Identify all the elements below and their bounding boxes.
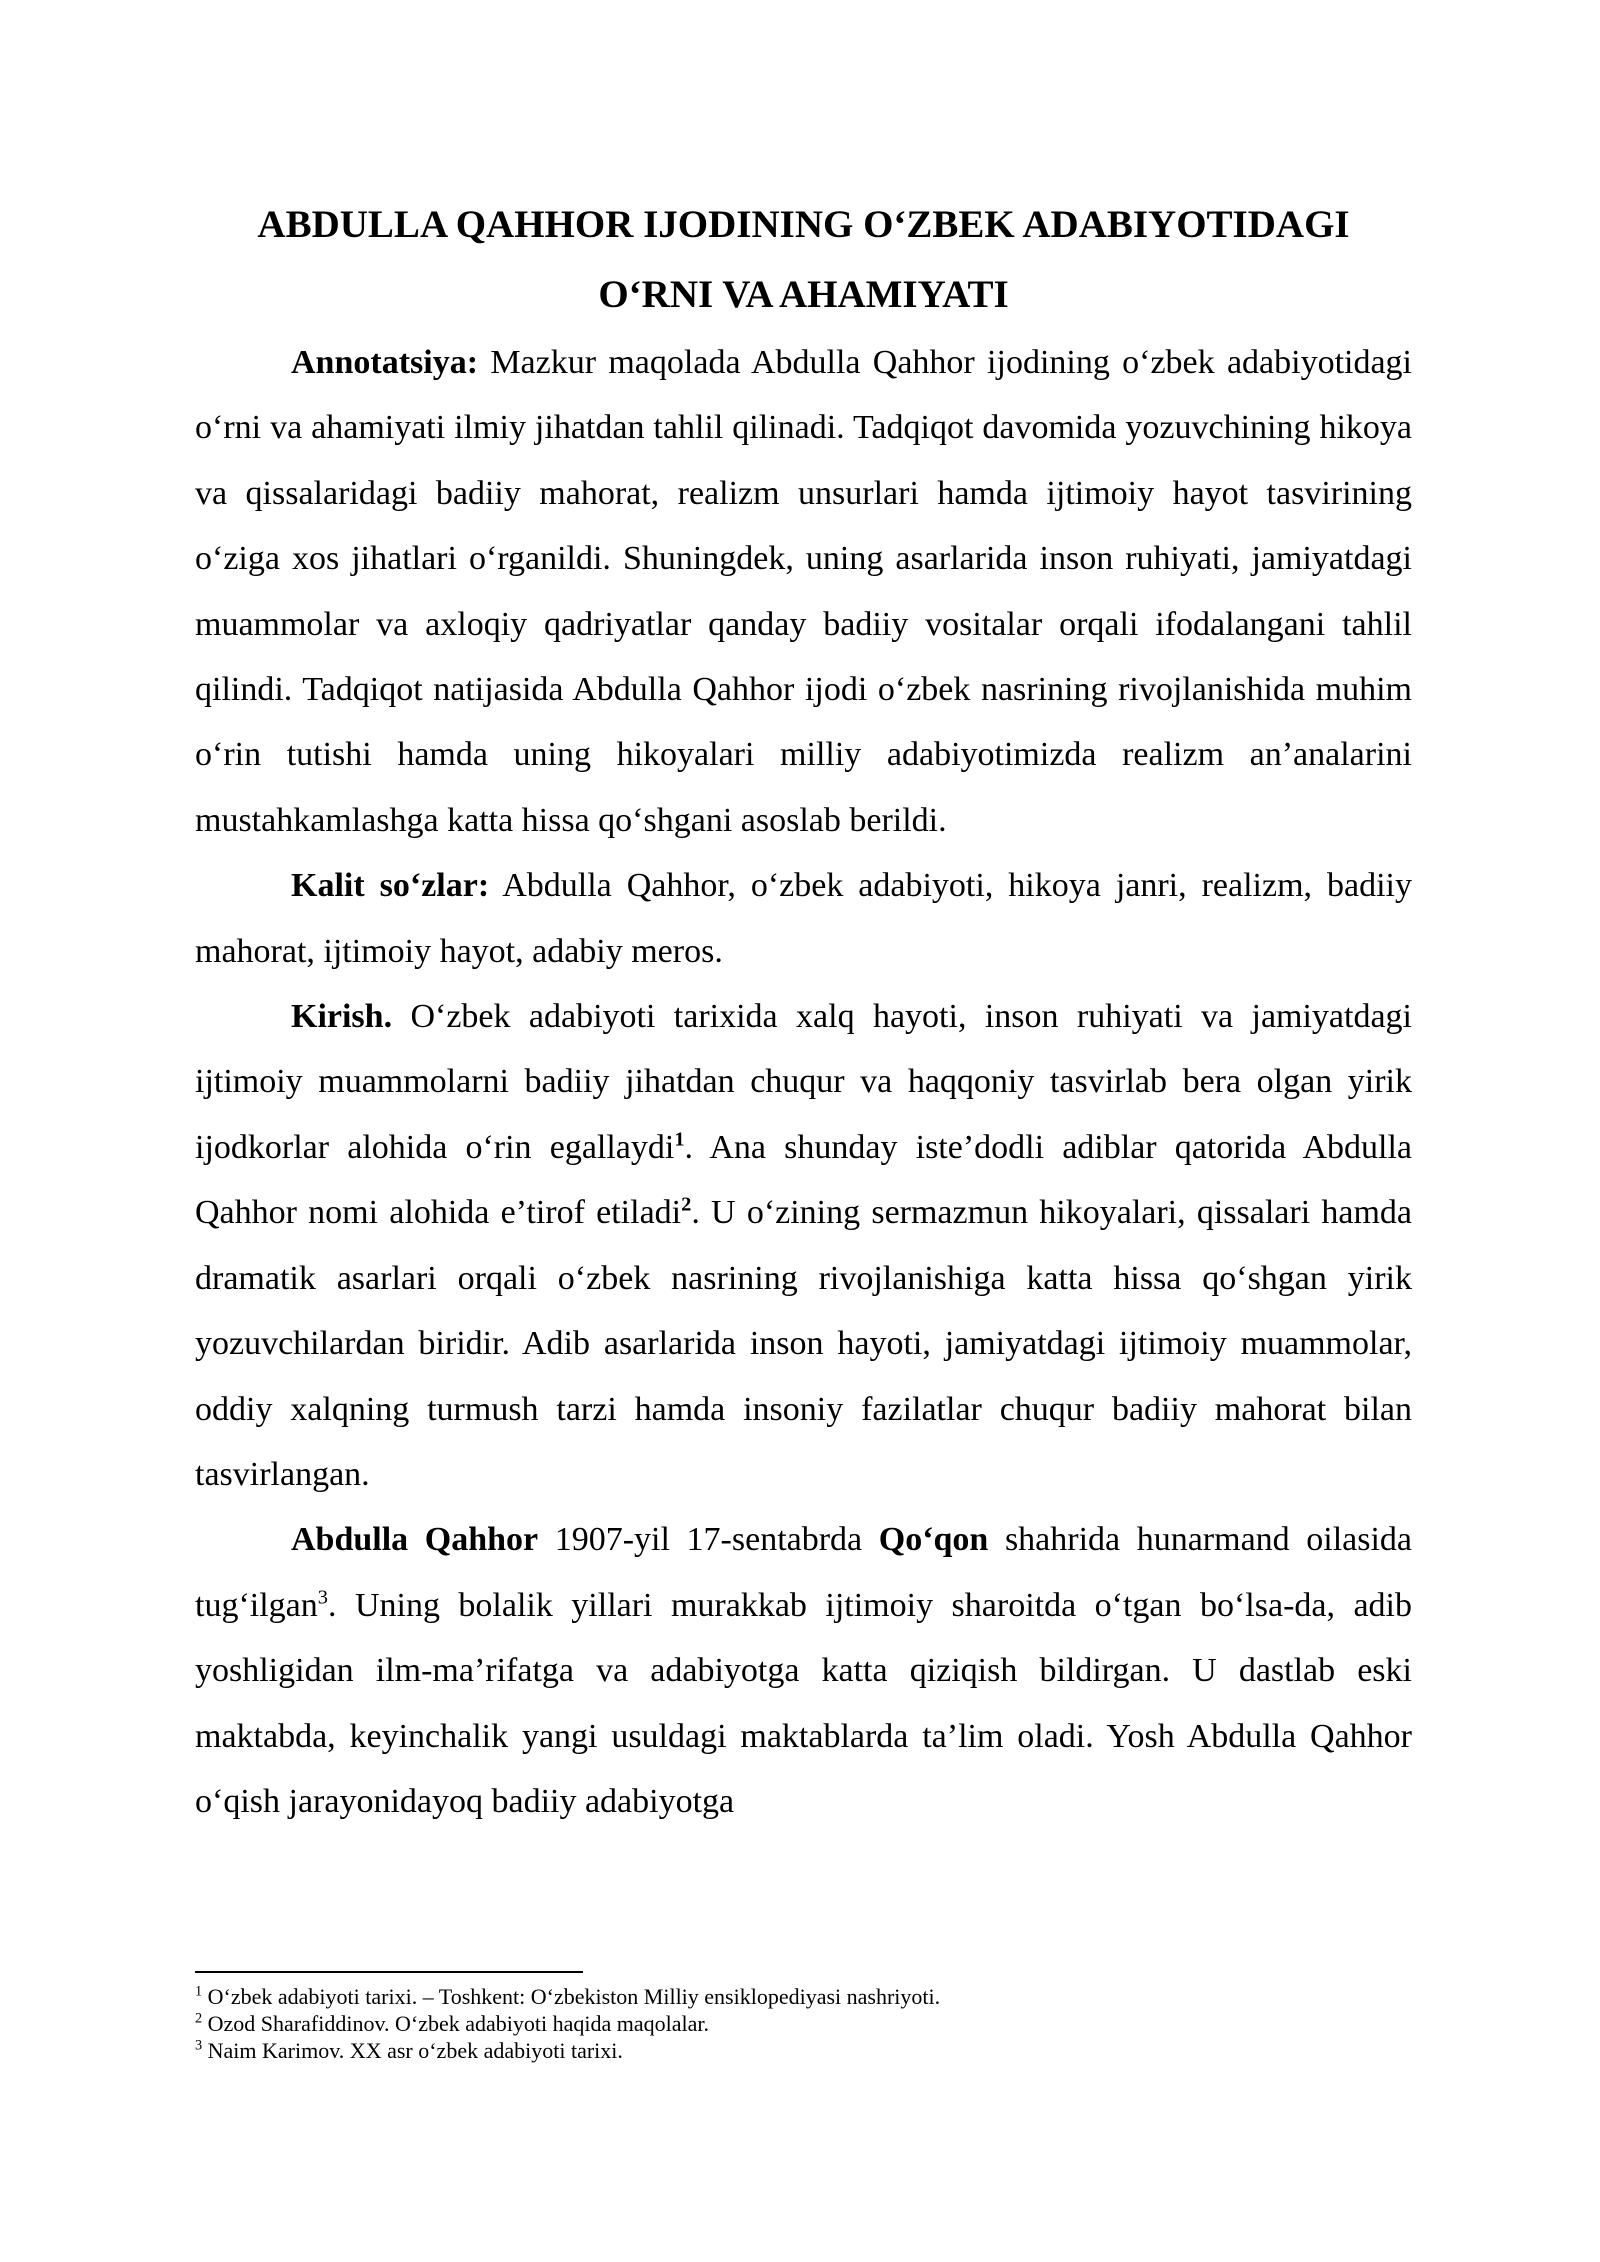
intro-text-3: . U o‘zining sermazmun hikoyalari, qissalari hamda dramatik asarlari orqali o‘zbek nasrining rivojlanishiga katta hissa qo‘shgan yirik yozuvchilardan biridir. Adib asarlarida inson hayoti, jamiyatdagi ijtimoiy muammolar, oddiy xalqning turmush tarzi hamda insoniy fazilatlar chuqur badiiy mahorat bilan tasvirlangan. — [195, 1194, 1412, 1493]
footnote-ref-3[interactable]: 3 — [317, 1586, 328, 1609]
intro-text-2: . Ana shunday iste’dodli adiblar qatorida Abdulla Qahhor nomi alohida e’tirof etiladi — [195, 1128, 1412, 1232]
title-line-2: O‘RNI VA AHAMIYATI — [598, 273, 1009, 316]
article-title — [195, 190, 1412, 330]
intro-paragraph — [195, 984, 1412, 1507]
footnotes-section — [195, 1971, 1412, 2064]
bio-text-1: 1907-yil 17-sentabrda — [538, 1521, 879, 1559]
intro-text-1: O‘zbek adabiyoti tarixida xalq hayoti, inson ruhiyati va jamiyatdagi ijtimoiy muammolarni badiiy jihatdan chuqur va haqqoniy tasvirlab bera olgan yirik ijodkorlar alohida o‘rin egallaydi — [195, 998, 1412, 1166]
keywords-text: Abdulla Qahhor, o‘zbek adabiyoti, hikoya janri, realizm, badiiy mahorat, ijtimoiy hayot, adabiy meros. — [195, 867, 1412, 970]
bio-name: Abdulla Qahhor — [291, 1521, 539, 1559]
footnote-text-2: Ozod Sharafiddinov. O‘zbek adabiyoti haqida maqolalar. — [202, 2011, 710, 2036]
intro-label: Kirish. — [291, 998, 393, 1036]
footnote-text-3: Naim Karimov. XX asr o‘zbek adabiyoti tarixi. — [202, 2038, 623, 2063]
footnote-text-1: O‘zbek adabiyoti tarixi. – Toshkent: O‘zbekiston Milliy ensiklopediyasi nashriyoti. — [202, 1984, 941, 2009]
annotation-text: Mazkur maqolada Abdulla Qahhor ijodining o‘zbek adabiyotidagi o‘rni va ahamiyati ilmiy jihatdan tahlil qilinadi. Tadqiqot davomida yozuvchining hikoya va qissalaridagi badiiy mahorat, realizm unsurlari hamda ijtimoiy hayot tasvirining o‘ziga xos jihatlari o‘rganildi. Shuningdek, uning asarlarida inson ruhiyati, jamiyatdagi muammolar va axloqiy qadriyatlar qanday badiiy vositalar orqali ifodalangani tahlil qilindi. Tadqiqot natijasida Abdulla Qahhor ijodi o‘zbek nasrining rivojlanishida muhim o‘rin tutishi hamda uning hikoyalari milliy adabiyotimizda realizm an’analarini mustahkamlashga katta hissa qo‘shgani asoslab berildi. — [195, 344, 1412, 839]
footnote-2 — [195, 2010, 1412, 2037]
bio-text-2: shahrida hunarmand oilasida tug‘ilgan — [195, 1521, 1413, 1624]
footnote-ref-2[interactable]: 2 — [681, 1193, 692, 1216]
footnote-1 — [195, 1983, 1412, 2010]
keywords-paragraph — [195, 853, 1412, 984]
bio-text-3: . Uning bolalik yillari murakkab ijtimoiy sharoitda o‘tgan bo‘lsa-da, adib yoshligidan ilm-ma’rifatga va adabiyotga katta qiziqish bildirgan. U dastlab eski maktabda, keyinchalik yangi usuldagi maktablarda ta’lim oladi. Yosh Abdulla Qahhor o‘qish jarayonidayoq badiiy adabiyotga — [195, 1586, 1412, 1820]
annotation-paragraph — [195, 330, 1412, 853]
document-page — [195, 190, 1412, 1834]
title-line-1: ABDULLA QAHHOR IJODINING O‘ZBEK ADABIYOTIDAGI — [257, 203, 1350, 246]
footnote-ref-1[interactable]: 1 — [674, 1128, 685, 1151]
keywords-label: Kalit so‘zlar: — [291, 867, 490, 905]
footnote-number-2: 2 — [195, 2010, 203, 2027]
footnote-separator — [195, 1971, 583, 1973]
footnote-3 — [195, 2037, 1412, 2064]
footnote-number-1: 1 — [195, 1983, 203, 2000]
annotation-label: Annotatsiya: — [291, 344, 479, 381]
bio-city: Qo‘qon — [878, 1521, 989, 1559]
footnote-number-3: 3 — [195, 2037, 203, 2054]
bio-paragraph — [195, 1507, 1412, 1834]
